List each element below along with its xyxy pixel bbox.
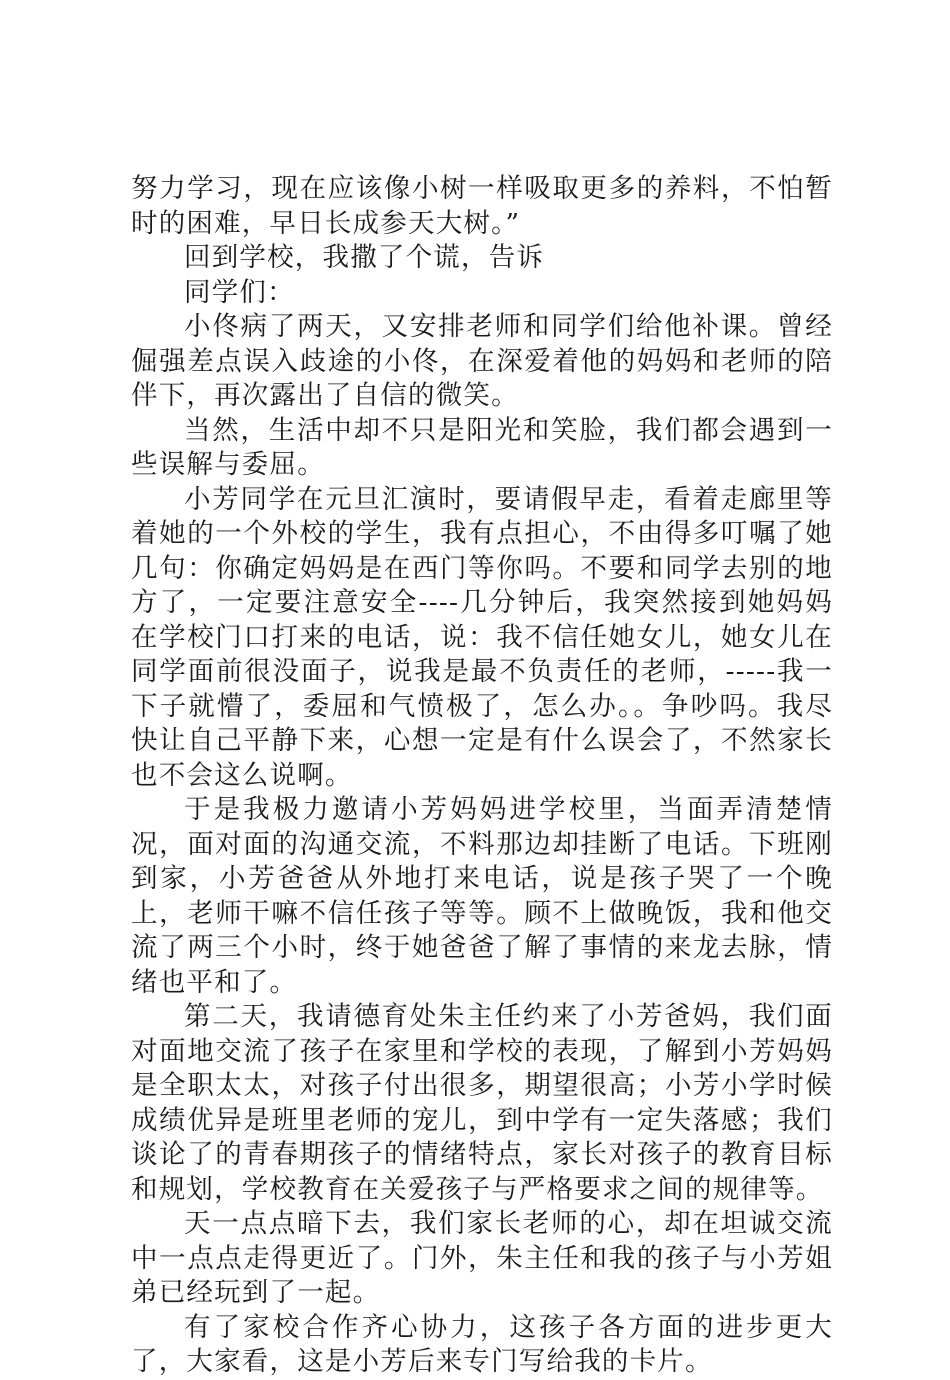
paragraph-8: 第二天，我请德育处朱主任约来了小芳爸妈，我们面对面地交流了孩子在家里和学校的表现，了解到小芳妈妈是全职太太，对孩子付出很多，期望很高；小芳小学时候成绩优异是班里老师的宠儿，到中学有一定失落感；我们谈论了的青春期孩子的情绪特点，家长对孩子的教育目标和规划，学校教育在关爱孩子与严格要求之间的规律等。 [131, 1001, 833, 1205]
paragraph-7: 于是我极力邀请小芳妈妈进学校里，当面弄清楚情况，面对面的沟通交流，不料那边却挂断了电话。下班刚到家，小芳爸爸从外地打来电话，说是孩子哭了一个晚上，老师干嘛不信任孩子等等。顾不上做晚饭，我和他交流了两三个小时，终于她爸爸了解了事情的来龙去脉，情绪也平和了。 [131, 794, 833, 998]
paragraph-4: 小佟病了两天，又安排老师和同学们给他补课。曾经倔强差点误入歧途的小佟，在深爱着他的妈妈和老师的陪伴下，再次露出了自信的微笑。 [131, 311, 833, 411]
paragraph-5: 当然，生活中却不只是阳光和笑脸，我们都会遇到一些误解与委屈。 [131, 414, 833, 480]
document-body [131, 172, 833, 1380]
paragraph-2: 回到学校，我撒了个谎，告诉 [184, 242, 545, 273]
paragraph-3: 同学们： [184, 276, 295, 308]
paragraph-1: 努力学习，现在应该像小树一样吸取更多的养料，不怕暂时的困难，早日长成参天大树。” [131, 173, 833, 239]
paragraph-9: 天一点点暗下去，我们家长老师的心，却在坦诚交流中一点点走得更近了。门外，朱主任和我的孩子与小芳姐弟已经玩到了一起。 [131, 1208, 833, 1308]
paragraph-6: 小芳同学在元旦汇演时，要请假早走，看着走廊里等着她的一个外校的学生，我有点担心，不由得多叮嘱了她几句：你确定妈妈是在西门等你吗。不要和同学去别的地方了，一定要注意安全----几分钟后，我突然接到她妈妈在学校门口打来的电话，说：我不信任她女儿，她女儿在同学面前很没面子，说我是最不负责任的老师，-----我一下子就懵了，委屈和气愤极了，怎么办。。争吵吗。我尽快让自己平静下来，心想一定是有什么误会了，不然家长也不会这么说啊。 [131, 483, 833, 791]
paragraph-10: 有了家校合作齐心协力，这孩子各方面的进步更大了，大家看，这是小芳后来专门写给我的卡片。 [131, 1311, 833, 1377]
